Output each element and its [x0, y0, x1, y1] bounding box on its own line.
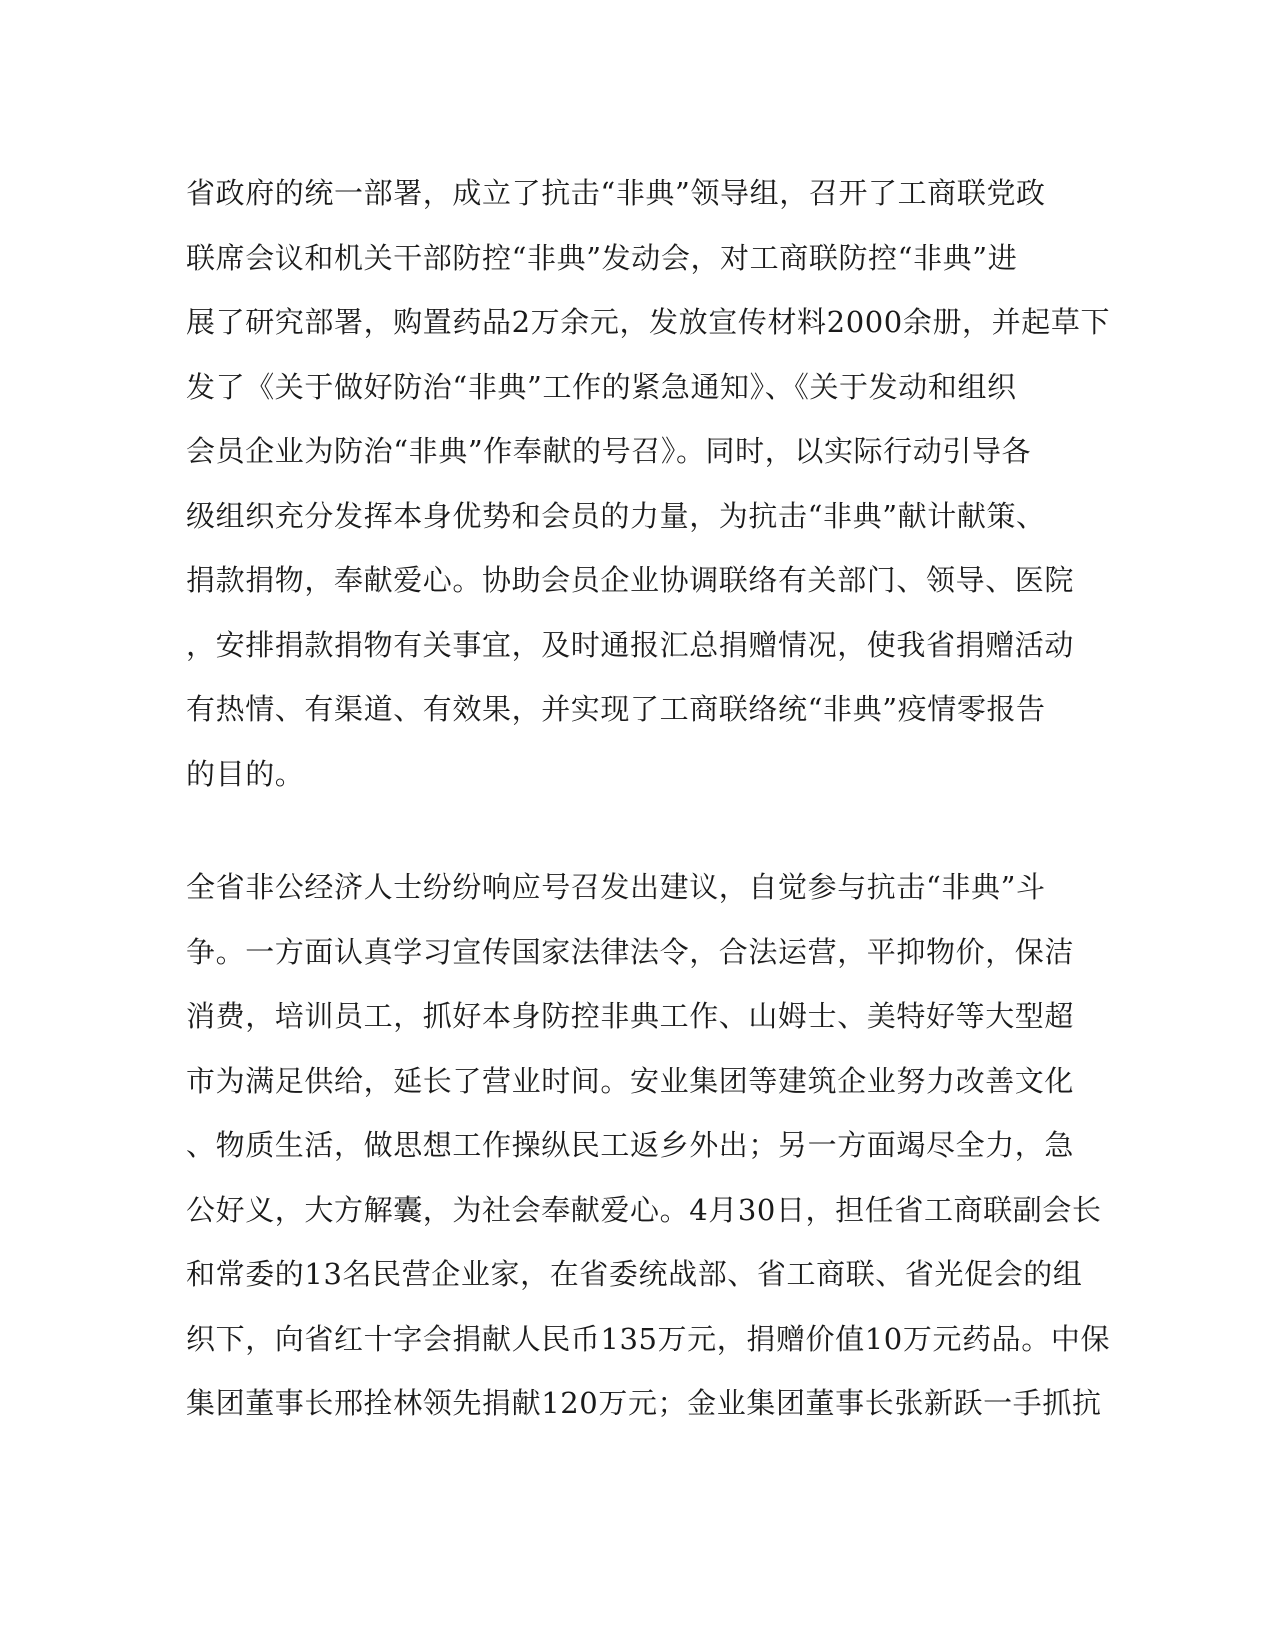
- paragraph-2: [186, 855, 1111, 1436]
- text-line: 集团董事长邢拴林领先捐献120万元；金业集团董事长张新跃一手抓抗: [186, 1386, 1102, 1420]
- text-line: 公好义，大方解囊，为社会奉献爱心。4月30日，担任省工商联副会长: [186, 1192, 1102, 1227]
- text-line: 、物质生活，做思想工作操纵民工返乡外出；另一方面竭尽全力，急: [186, 1128, 1075, 1162]
- text-line: 联席会议和机关干部防控“非典”发动会，对工商联防控“非典”进: [186, 240, 1018, 275]
- text-line: 消费，培训员工，抓好本身防控非典工作、山姆士、美特好等大型超: [186, 999, 1075, 1033]
- paragraph-1: [186, 161, 1111, 806]
- text-line: 市为满足供给，延长了营业时间。安业集团等建筑企业努力改善文化: [186, 1063, 1075, 1098]
- text-line: 织下，向省红十字会捐献人民币135万元，捐赠价值10万元药品。中保: [186, 1321, 1111, 1356]
- text-line: 发了《关于做好防治“非典”工作的紧急通知》、《关于发动和组织: [186, 369, 1017, 404]
- text-line: 和常委的13名民营企业家，在省委统战部、省工商联、省光促会的组: [186, 1257, 1083, 1291]
- text-line: 有热情、有渠道、有效果，并实现了工商联络统“非典”疫情零报告: [186, 692, 1046, 726]
- text-line: 的目的。: [186, 756, 305, 791]
- text-line: ，安排捐款捐物有关事宜，及时通报汇总捐赠情况，使我省捐赠活动: [186, 627, 1075, 662]
- text-line: 捐款捐物，奉献爱心。协助会员企业协调联络有关部门、领导、医院: [186, 563, 1075, 597]
- text-line: 展了研究部署，购置药品2万余元，发放宣传材料2000余册，并起草下: [186, 305, 1111, 339]
- text-line: 会员企业为防治“非典”作奉献的号召》。同时，以实际行动引导各: [186, 434, 1032, 468]
- text-line: 省政府的统一部署，成立了抗击“非典”领导组，召开了工商联党政: [186, 176, 1046, 210]
- text-line: 级组织充分发挥本身优势和会员的力量，为抗击“非典”献计献策、: [186, 498, 1046, 533]
- text-line: 全省非公经济人士纷纷响应号召发出建议，自觉参与抗击“非典”斗: [186, 870, 1046, 904]
- text-line: 争。一方面认真学习宣传国家法律法令，合法运营，平抑物价，保洁: [186, 934, 1075, 969]
